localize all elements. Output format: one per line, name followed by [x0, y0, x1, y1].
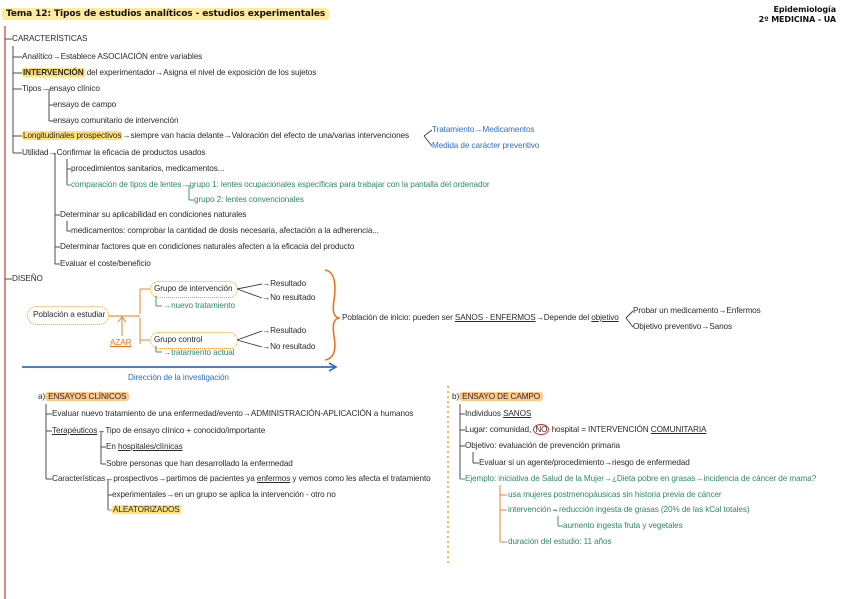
lentes-label: comparación de tipos de lentes	[71, 180, 182, 189]
sanos-text: Sanos	[709, 322, 732, 331]
inicio-text: Población de inicio: pueden ser	[342, 313, 453, 322]
experimentales-desc: en un grupo se aplica la intervención - otro no	[174, 490, 336, 499]
utilidad-item: Confirmar la eficacia de productos usados	[56, 148, 206, 157]
intervencion-label: INTERVENCIÓN	[23, 68, 84, 77]
ec-personas-text: Sobre personas que han desarrollado la enfermedad	[106, 459, 293, 468]
no-resultado-text: No resultado	[270, 342, 316, 351]
preventivo-label: Medida de carácter preventivo	[432, 141, 540, 150]
dieta-text: ¿Dieta pobre en grasas	[612, 474, 696, 483]
ec-caracteristicas-row	[52, 474, 431, 484]
intervencion-desc: Asigna el nivel de exposición de los sujetos	[163, 68, 317, 77]
hospitales-clinicas: hospitales/clínicas	[118, 442, 183, 451]
ejemplo-text: Ejemplo: iniciativa de Salud de la Mujer	[465, 474, 604, 483]
ec-terapeuticos-row	[52, 426, 265, 436]
tipo-item: ensayo clínico	[49, 84, 100, 93]
utilidad-item: Determinar su aplicabilidad en condiciones naturales	[60, 210, 247, 219]
poblacion-label: Población a estudiar	[33, 310, 106, 319]
arrow-icon: →	[262, 279, 271, 288]
campo-intervencion-row	[508, 505, 749, 515]
longitudinales-label: Longitudinales prospectivos	[23, 131, 122, 140]
tratamiento-label: Tratamiento	[432, 125, 475, 134]
campo-objetivo-text: Objetivo: evaluación de prevención primaria	[465, 441, 620, 450]
hospital-text: hospital = INTERVENCIÓN	[551, 425, 649, 434]
ec-evaluar-text: Evaluar nuevo tratamiento de una enfermedad/evento	[52, 409, 243, 418]
sanos-enfermos: SANOS - ENFERMOS	[454, 313, 536, 322]
arrow-icon: →	[97, 426, 106, 435]
ec-administracion-text: ADMINISTRACIÓN-APLICACIÓN a humanos	[250, 409, 414, 418]
caracteristicas-heading: CARACTERÍSTICAS	[12, 34, 88, 43]
sanos-text: SANOS	[503, 409, 532, 418]
campo-individuos-row	[465, 409, 531, 419]
tratamiento-row	[432, 125, 534, 135]
ec-experimentales-row	[112, 490, 336, 500]
no-resultado-text: No resultado	[270, 293, 316, 302]
medicamentos-label: Medicamentos	[482, 125, 535, 134]
aleatorizados-text: ALEATORIZADOS	[113, 505, 180, 514]
ensayo-campo-heading	[452, 392, 543, 402]
utilidad-subitem: medicamentos: comprobar la cantidad de dosis necesaria, afectación a la adherencia...	[71, 226, 379, 235]
no-resultado-label	[262, 293, 315, 303]
vemos-text: y vemos como les afecta el tratamiento	[292, 474, 431, 483]
tipos-label: Tipos	[22, 84, 42, 93]
caracteristicas-label: Características	[52, 474, 106, 483]
experimentales-text: experimentales	[112, 490, 167, 499]
ensayos-clinicos-heading	[38, 392, 129, 402]
arrow-icon: →	[41, 84, 50, 93]
nuevo-tratamiento-text: nuevo tratamiento	[171, 301, 235, 310]
section-prefix: b)	[452, 392, 460, 401]
campo-mujeres-text: usa mujeres postmenopáusicas sin historia previa de cáncer	[508, 490, 722, 499]
longitudinales-row	[22, 131, 409, 141]
objetivo-text: objetivo	[591, 313, 619, 322]
intervencion-text: intervención	[508, 505, 551, 514]
lentes-row	[71, 180, 490, 190]
subject-label: Epidemiología	[773, 5, 836, 14]
terapeuticos-desc: Tipo de ensayo clínico + conocido/importante	[105, 426, 266, 435]
arrow-icon: →	[550, 505, 560, 514]
arrow-icon: →	[603, 474, 612, 483]
analitico-row	[22, 52, 202, 62]
intervencion-who: del experimentador	[86, 68, 156, 77]
grupo-control-label: Grupo control	[154, 335, 203, 344]
ec-aleatorizados	[112, 505, 181, 515]
arrow-icon: →	[157, 474, 167, 483]
campo-duracion-text: duración del estudio: 11 años	[508, 537, 612, 546]
ec-en-text: En	[106, 442, 116, 451]
objetivo-1-text: Probar un medicamento	[633, 306, 719, 315]
arrow-icon: →	[695, 474, 704, 483]
analitico-label: Analítico	[22, 52, 53, 61]
comunitaria-text: COMUNITARIA	[650, 425, 707, 434]
nuevo-tratamiento-label	[163, 301, 235, 311]
arrow-icon: →	[52, 52, 61, 61]
campo-aumento-text: aumento ingesta fruta y vegetales	[563, 521, 683, 530]
ensayos-clinicos-title: ENSAYOS CLÍNICOS	[45, 392, 129, 401]
reduccion-text: reducción ingesta de grasas (20% de las kCal totales)	[559, 505, 750, 514]
resultado-label	[262, 279, 306, 289]
diseno-heading: DISEÑO	[12, 274, 43, 283]
ec-hospitales-row	[106, 442, 183, 452]
course-label: 2º MEDICINA - UA	[758, 15, 836, 24]
section-prefix: a)	[38, 392, 46, 401]
utilidad-item: Determinar factores que en condiciones naturales afecten a la eficacia del producto	[60, 242, 355, 251]
riesgo-text: riesgo de enfermedad	[612, 458, 690, 467]
arrow-icon: →	[262, 342, 271, 351]
terapeuticos-label: Terapéuticos	[52, 426, 98, 435]
enfermos-text: enfermos	[256, 474, 291, 483]
page-title: Tema 12: Tipos de estudios analíticos - estudios experimentales	[2, 8, 329, 20]
objetivo-1	[633, 306, 761, 316]
arrow-icon: →	[701, 322, 710, 331]
no-circled: NO	[535, 425, 548, 434]
objetivo-2-text: Objetivo preventivo	[633, 322, 702, 331]
tratamiento-actual-label	[163, 348, 234, 358]
grupo-intervencion-label: Grupo de intervención	[154, 284, 233, 293]
grupo1-label: grupo 1: lentes ocupacionales específicas para trabajar con la pantalla del ordenador	[189, 180, 490, 189]
campo-evaluar-row	[479, 458, 690, 468]
resultado-text: Resultado	[270, 326, 307, 335]
arrow-icon: →	[166, 490, 175, 499]
no-resultado-label	[262, 342, 315, 352]
objetivo-2	[633, 322, 732, 332]
arrow-icon: →	[474, 125, 483, 134]
utilidad-item: Evaluar el coste/beneficio	[60, 259, 151, 268]
utilidad-row	[22, 148, 205, 158]
direccion-label: Dirección de la investigación	[128, 373, 229, 382]
arrow-icon: →	[535, 313, 544, 322]
individuos-text: Individuos	[465, 409, 501, 418]
incidencia-text: incidencia de cáncer de mama?	[703, 474, 817, 483]
arrow-icon: →	[122, 131, 131, 140]
resultado-label	[262, 326, 306, 336]
arrow-icon: →	[603, 458, 613, 467]
intervencion-row	[22, 68, 316, 78]
tipo-item: ensayo comunitario de intervención	[53, 116, 179, 125]
campo-lugar-row	[465, 425, 706, 435]
partimos-text: partimos de pacientes ya	[166, 474, 255, 483]
tipos-row	[22, 84, 100, 94]
arrow-icon: →	[262, 293, 271, 302]
enfermos-text: Enfermos	[726, 306, 761, 315]
ensayo-campo-title: ENSAYO DE CAMPO	[459, 392, 543, 401]
arrow-icon: →	[163, 301, 172, 310]
utilidad-label: Utilidad	[22, 148, 49, 157]
poblacion-inicio-row	[342, 313, 619, 323]
arrow-icon: →	[223, 131, 232, 140]
resultado-text: Resultado	[270, 279, 307, 288]
longitudinales-valoracion: Valoración del efecto de una/varias intervenciones	[231, 131, 409, 140]
depende-text: Depende del	[543, 313, 590, 322]
lugar-text: Lugar: comunidad,	[465, 425, 532, 434]
ec-evaluar-row	[52, 409, 413, 419]
arrow-icon: →	[155, 68, 164, 77]
evaluar-text: Evaluar si un agente/procedimiento	[479, 458, 604, 467]
tratamiento-actual-text: tratamiento actual	[171, 348, 235, 357]
grupo2-label: grupo 2: lentes convencionales	[194, 195, 304, 204]
longitudinales-desc: siempre van hacia delante	[130, 131, 224, 140]
arrow-icon: →	[718, 306, 727, 315]
arrow-icon: →	[242, 409, 251, 418]
arrow-icon: →	[163, 348, 172, 357]
prospectivos-text: prospectivos	[113, 474, 158, 483]
tipo-item: ensayo de campo	[53, 100, 117, 109]
arrow-icon: →	[105, 474, 114, 483]
arrow-icon: →	[262, 326, 271, 335]
analitico-desc: Establece ASOCIACIÓN entre variables	[60, 52, 203, 61]
azar-label: AZAR	[110, 338, 132, 347]
arrow-icon: →	[48, 148, 57, 157]
utilidad-subitem: procedimientos sanitarios, medicamentos...	[71, 164, 225, 173]
arrow-icon: →	[181, 180, 190, 189]
campo-ejemplo-row	[465, 474, 816, 484]
